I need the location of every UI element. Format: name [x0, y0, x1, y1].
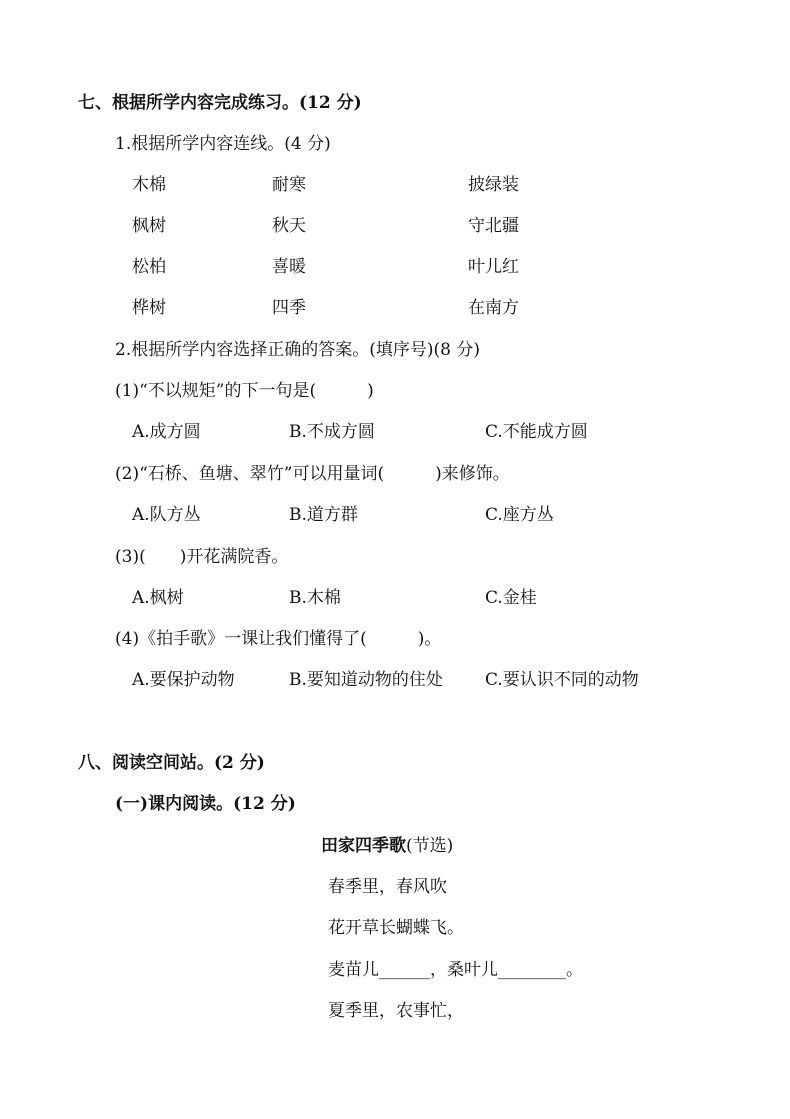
q1-title: 1.根据所学内容连线。(4 分)	[115, 134, 331, 154]
option-c: C.金桂	[485, 588, 537, 608]
option-b: B.不成方圆	[289, 422, 375, 442]
question-stem: (1)“不以规矩”的下一句是( )	[115, 381, 374, 401]
match-middle-item: 秋天	[272, 216, 306, 236]
poem-line: 花开草长蝴蝶飞。	[328, 918, 464, 938]
q2-title: 2.根据所学内容选择正确的答案。(填序号)(8 分)	[115, 340, 480, 360]
match-right-item: 守北疆	[468, 216, 519, 236]
option-a: A.队方丛	[132, 505, 201, 525]
match-middle-item: 喜暖	[272, 257, 306, 277]
match-left-item: 桦树	[132, 298, 166, 318]
match-left-item: 松柏	[132, 257, 166, 277]
poem-excerpt-note: (节选)	[406, 836, 454, 856]
subsection-heading: (一)课内阅读。(12 分)	[115, 794, 296, 814]
match-right-item: 叶儿红	[468, 257, 519, 277]
option-b: B.道方群	[289, 505, 358, 525]
poem-line-with-blanks: 麦苗儿______，桑叶儿________。	[328, 960, 583, 980]
match-left-item: 枫树	[132, 216, 166, 236]
option-a: A.成方圆	[132, 422, 201, 442]
option-c: C.不能成方圆	[485, 422, 588, 442]
option-a: A.枫树	[132, 588, 184, 608]
option-c: C.座方丛	[485, 505, 554, 525]
match-left-item: 木棉	[132, 175, 166, 195]
poem-title: 田家四季歌	[321, 836, 406, 856]
poem-title-line	[321, 835, 453, 857]
match-right-item: 披绿装	[468, 175, 519, 195]
option-a: A.要保护动物	[132, 670, 235, 690]
poem-line: 夏季里，农事忙，	[328, 1001, 464, 1021]
match-middle-item: 耐寒	[272, 175, 306, 195]
section-7-heading: 七、根据所学内容完成练习。(12 分)	[78, 93, 362, 113]
option-c: C.要认识不同的动物	[485, 670, 639, 690]
section-8-heading: 八、阅读空间站。(2 分)	[78, 753, 265, 773]
match-right-item: 在南方	[468, 298, 519, 318]
poem-line: 春季里，春风吹	[328, 877, 447, 897]
match-middle-item: 四季	[272, 298, 306, 318]
option-b: B.木棉	[289, 588, 341, 608]
question-stem: (2)“石桥、鱼塘、翠竹”可以用量词( )来修饰。	[115, 464, 510, 484]
question-stem: (4)《拍手歌》一课让我们懂得了( )。	[115, 629, 442, 649]
option-b: B.要知道动物的住处	[289, 670, 443, 690]
question-stem: (3)( )开花满院香。	[115, 547, 289, 567]
